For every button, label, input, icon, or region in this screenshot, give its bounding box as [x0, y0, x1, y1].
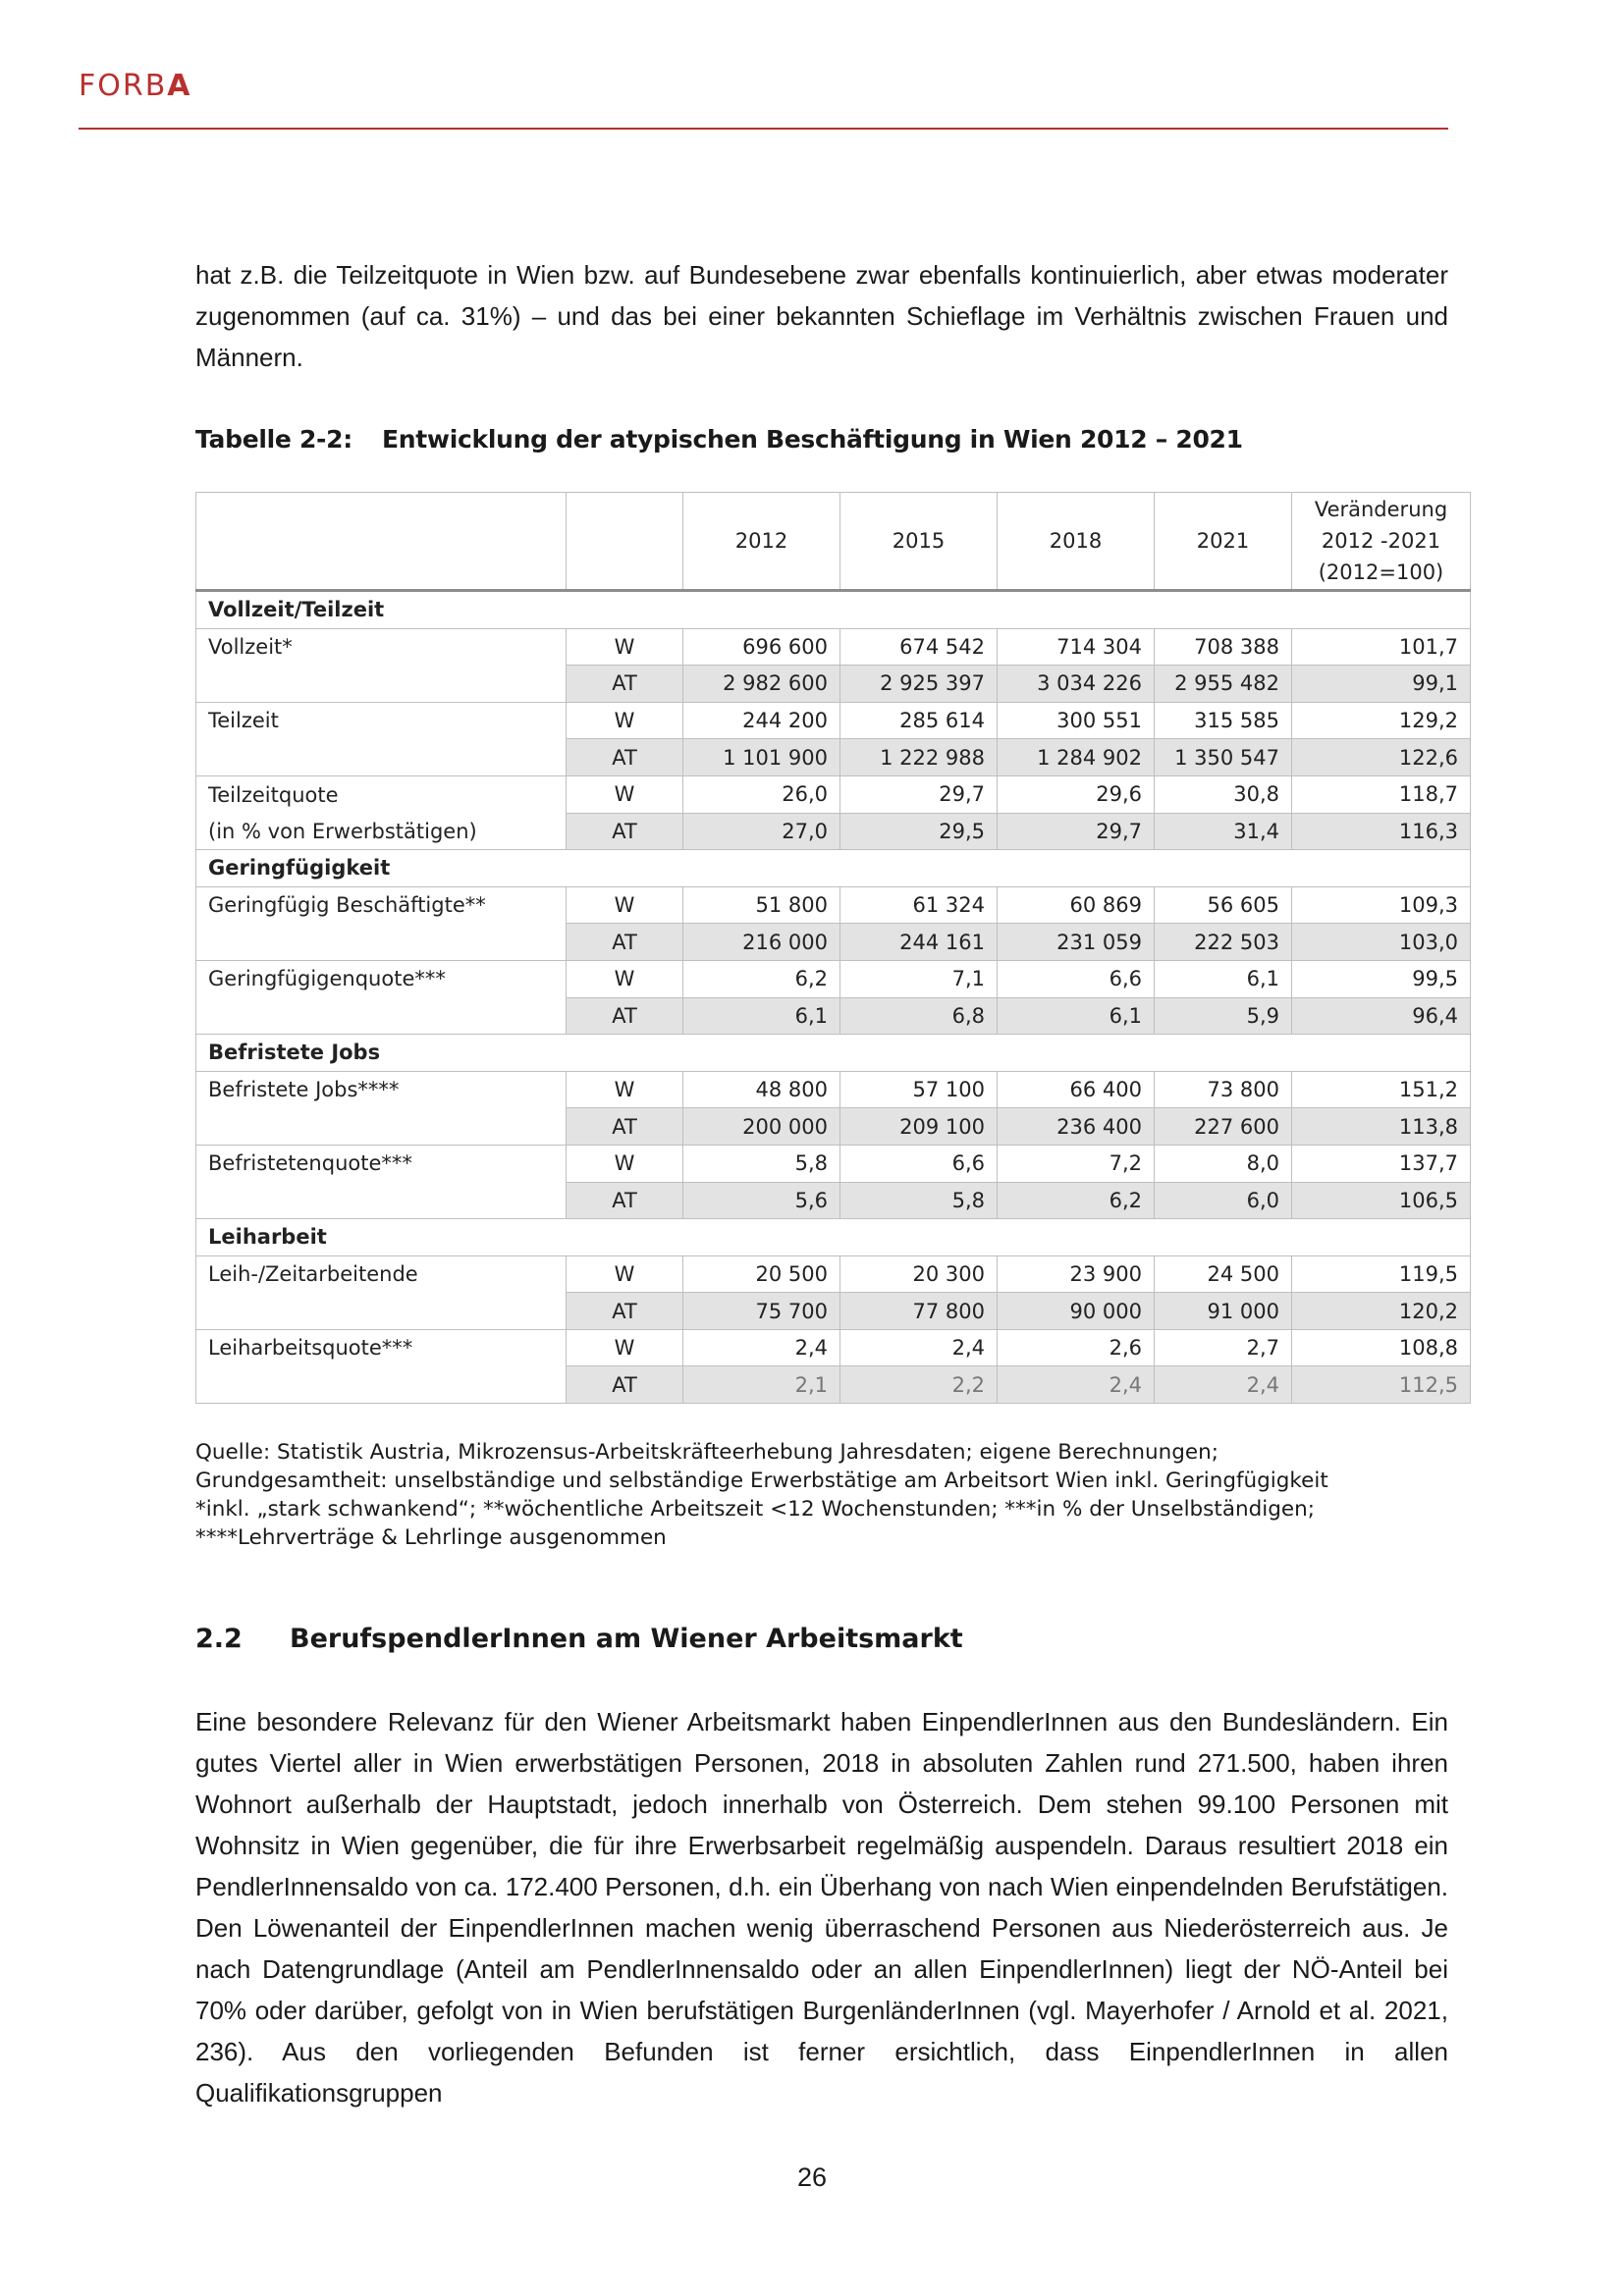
- value-cell: 2,1: [683, 1366, 840, 1404]
- unit-cell: AT: [567, 813, 683, 850]
- value-cell: 6,6: [998, 960, 1155, 997]
- value-cell: 2,4: [683, 1329, 840, 1366]
- value-cell: 285 614: [840, 702, 998, 739]
- table-row: [196, 1145, 1471, 1182]
- value-cell: 6,0: [1155, 1182, 1292, 1219]
- unit-cell: AT: [567, 1366, 683, 1404]
- header-change: [1292, 493, 1471, 591]
- table-row: [196, 666, 1471, 703]
- value-cell: 8,0: [1155, 1145, 1292, 1182]
- value-cell: 209 100: [840, 1108, 998, 1146]
- row-label: (in % von Erwerbstätigen): [196, 813, 567, 850]
- unit-cell: W: [567, 1329, 683, 1366]
- row-label: Vollzeit*: [196, 628, 567, 666]
- value-cell: 57 100: [840, 1071, 998, 1108]
- value-cell: 2,2: [840, 1366, 998, 1404]
- value-cell: 31,4: [1155, 813, 1292, 850]
- value-cell: 5,8: [840, 1182, 998, 1219]
- table-row: [196, 886, 1471, 924]
- section-title: Vollzeit/Teilzeit: [196, 591, 1471, 629]
- row-label: Geringfügig Beschäftigte**: [196, 886, 567, 924]
- source-note: Grundgesamtheit: unselbständige und selbständige Erwerbstätige am Arbeitsort Wien inkl. Geringfügigkeit: [195, 1468, 1328, 1493]
- value-cell: 5,6: [683, 1182, 840, 1219]
- unit-cell: W: [567, 1071, 683, 1108]
- table-row: [196, 1182, 1471, 1219]
- section-row: [196, 1035, 1471, 1072]
- header-unit-cell: [567, 493, 683, 591]
- header-change-line: Veränderung: [1314, 498, 1448, 521]
- unit-cell: W: [567, 1145, 683, 1182]
- row-label: Teilzeitquote: [196, 775, 567, 813]
- value-cell: 29,7: [998, 813, 1155, 850]
- section-row: [196, 1219, 1471, 1256]
- value-cell: 708 388: [1155, 628, 1292, 666]
- value-cell: 6,1: [1155, 960, 1292, 997]
- row-label: [196, 666, 567, 703]
- row-label: [196, 1366, 567, 1404]
- change-cell: 116,3: [1292, 813, 1471, 850]
- value-cell: 66 400: [998, 1071, 1155, 1108]
- row-label: Befristete Jobs****: [196, 1071, 567, 1108]
- atypical-employment-table: [195, 492, 1471, 1404]
- value-cell: 6,2: [683, 960, 840, 997]
- table-body: [196, 591, 1471, 1404]
- unit-cell: W: [567, 702, 683, 739]
- table-row: [196, 1108, 1471, 1146]
- section-title: Befristete Jobs: [196, 1035, 1471, 1072]
- value-cell: 244 161: [840, 924, 998, 961]
- value-cell: 244 200: [683, 702, 840, 739]
- header-year: 2015: [840, 493, 998, 591]
- table-row: [196, 1293, 1471, 1330]
- table-row: [196, 1071, 1471, 1108]
- value-cell: 227 600: [1155, 1108, 1292, 1146]
- value-cell: 6,8: [840, 997, 998, 1035]
- value-cell: 200 000: [683, 1108, 840, 1146]
- header-year: 2021: [1155, 493, 1292, 591]
- table-caption-title: Entwicklung der atypischen Beschäftigung in Wien 2012 – 2021: [382, 425, 1243, 454]
- unit-cell: W: [567, 1255, 683, 1293]
- value-cell: 20 300: [840, 1255, 998, 1293]
- value-cell: 1 284 902: [998, 739, 1155, 776]
- change-cell: 112,5: [1292, 1366, 1471, 1404]
- section-row: [196, 591, 1471, 629]
- value-cell: 51 800: [683, 886, 840, 924]
- change-cell: 96,4: [1292, 997, 1471, 1035]
- unit-cell: W: [567, 628, 683, 666]
- value-cell: 231 059: [998, 924, 1155, 961]
- row-label: [196, 997, 567, 1035]
- change-cell: 101,7: [1292, 628, 1471, 666]
- unit-cell: W: [567, 960, 683, 997]
- table-row: [196, 924, 1471, 961]
- row-label: [196, 1293, 567, 1330]
- value-cell: 300 551: [998, 702, 1155, 739]
- value-cell: 315 585: [1155, 702, 1292, 739]
- value-cell: 29,6: [998, 775, 1155, 813]
- section-title: Leiharbeit: [196, 1219, 1471, 1256]
- value-cell: 236 400: [998, 1108, 1155, 1146]
- value-cell: 696 600: [683, 628, 840, 666]
- section-number: 2.2: [195, 1624, 243, 1654]
- header-rule: [79, 128, 1448, 130]
- value-cell: 73 800: [1155, 1071, 1292, 1108]
- value-cell: 2,6: [998, 1329, 1155, 1366]
- value-cell: 29,7: [840, 775, 998, 813]
- unit-cell: W: [567, 775, 683, 813]
- value-cell: 61 324: [840, 886, 998, 924]
- value-cell: 20 500: [683, 1255, 840, 1293]
- unit-cell: AT: [567, 739, 683, 776]
- value-cell: 75 700: [683, 1293, 840, 1330]
- section-body-paragraph: Eine besondere Relevanz für den Wiener Arbeitsmarkt haben EinpendlerInnen aus den Bundesländern. Ein gutes Viertel aller in Wien erwerbstätigen Personen, 2018 in absoluten Zahlen rund 271.500, haben ihren Wohnort außerhalb der Hauptstadt, jedoch innerhalb von Österreich. Dem stehen 99.100 Personen mit Wohnsitz in Wien gegenüber, die für ihre Erwerbsarbeit regelmäßig auspendeln. Daraus resultiert 2018 ein PendlerInnensaldo von ca. 172.400 Personen, d.h. ein Überhang von nach Wien einpendelnden Berufstätigen. Den Löwenanteil der EinpendlerInnen machen wenig überraschend Personen aus Niederösterreich aus. Je nach Datengrundlage (Anteil am PendlerInnensaldo oder an allen EinpendlerInnen) liegt der NÖ-Anteil bei 70% oder darüber, gefolgt von in Wien berufstätigen BurgenländerInnen (vgl. Mayerhofer / Arnold et al. 2021, 236). Aus den vorliegenden Befunden ist ferner ersichtlich, dass EinpendlerInnen in allen Qualifikationsgruppen: [195, 1707, 1448, 2108]
- source-note: *inkl. „stark schwankend“; **wöchentliche Arbeitszeit <12 Wochenstunden; ***in % der Unselbständigen;: [195, 1497, 1315, 1522]
- unit-cell: AT: [567, 1293, 683, 1330]
- unit-cell: W: [567, 886, 683, 924]
- change-cell: 120,2: [1292, 1293, 1471, 1330]
- header-year: 2018: [998, 493, 1155, 591]
- change-cell: 118,7: [1292, 775, 1471, 813]
- table-row: [196, 997, 1471, 1035]
- value-cell: 3 034 226: [998, 666, 1155, 703]
- row-label: [196, 739, 567, 776]
- value-cell: 26,0: [683, 775, 840, 813]
- unit-cell: AT: [567, 1108, 683, 1146]
- table-row: [196, 813, 1471, 850]
- forba-logo: FORBA: [79, 69, 192, 103]
- table-row: [196, 628, 1471, 666]
- source-note: Quelle: Statistik Austria, Mikrozensus-Arbeitskräfteerhebung Jahresdaten; eigene Berechnungen;: [195, 1440, 1218, 1465]
- value-cell: 48 800: [683, 1071, 840, 1108]
- change-cell: 113,8: [1292, 1108, 1471, 1146]
- header-change-line: 2012 -2021: [1321, 529, 1441, 553]
- intro-paragraph: hat z.B. die Teilzeitquote in Wien bzw. auf Bundesebene zwar ebenfalls kontinuierlich, aber etwas moderater zugenommen (auf ca. 31%) – und das bei einer bekannten Schieflage im Verhältnis zwischen Frauen und Männern.: [195, 260, 1448, 372]
- row-label: Befristetenquote***: [196, 1145, 567, 1182]
- value-cell: 77 800: [840, 1293, 998, 1330]
- value-cell: 7,1: [840, 960, 998, 997]
- change-cell: 151,2: [1292, 1071, 1471, 1108]
- row-label: Geringfügigenquote***: [196, 960, 567, 997]
- row-label: Leih-/Zeitarbeitende: [196, 1255, 567, 1293]
- change-cell: 122,6: [1292, 739, 1471, 776]
- value-cell: 2,4: [998, 1366, 1155, 1404]
- section-heading: [195, 1624, 963, 1654]
- value-cell: 27,0: [683, 813, 840, 850]
- value-cell: 714 304: [998, 628, 1155, 666]
- header-year: 2012: [683, 493, 840, 591]
- value-cell: 56 605: [1155, 886, 1292, 924]
- change-cell: 129,2: [1292, 702, 1471, 739]
- value-cell: 6,1: [683, 997, 840, 1035]
- value-cell: 216 000: [683, 924, 840, 961]
- value-cell: 5,8: [683, 1145, 840, 1182]
- row-label: [196, 1108, 567, 1146]
- value-cell: 90 000: [998, 1293, 1155, 1330]
- header-label-cell: [196, 493, 567, 591]
- table-row: [196, 702, 1471, 739]
- value-cell: 7,2: [998, 1145, 1155, 1182]
- unit-cell: AT: [567, 997, 683, 1035]
- change-cell: 119,5: [1292, 1255, 1471, 1293]
- value-cell: 1 101 900: [683, 739, 840, 776]
- change-cell: 137,7: [1292, 1145, 1471, 1182]
- change-cell: 99,5: [1292, 960, 1471, 997]
- value-cell: 29,5: [840, 813, 998, 850]
- section-title: Geringfügigkeit: [196, 850, 1471, 887]
- row-label: Teilzeit: [196, 702, 567, 739]
- value-cell: 6,1: [998, 997, 1155, 1035]
- value-cell: 24 500: [1155, 1255, 1292, 1293]
- source-note: ****Lehrverträge & Lehrlinge ausgenommen: [195, 1525, 667, 1550]
- value-cell: 6,6: [840, 1145, 998, 1182]
- change-cell: 99,1: [1292, 666, 1471, 703]
- change-cell: 108,8: [1292, 1329, 1471, 1366]
- table-header-row: [196, 493, 1471, 591]
- value-cell: 2,4: [840, 1329, 998, 1366]
- value-cell: 5,9: [1155, 997, 1292, 1035]
- value-cell: 2,4: [1155, 1366, 1292, 1404]
- table-row: [196, 960, 1471, 997]
- table-caption-number: Tabelle 2-2:: [195, 425, 352, 454]
- change-cell: 106,5: [1292, 1182, 1471, 1219]
- unit-cell: AT: [567, 924, 683, 961]
- unit-cell: AT: [567, 1182, 683, 1219]
- page-number: 26: [796, 2163, 828, 2192]
- section-row: [196, 850, 1471, 887]
- change-cell: 109,3: [1292, 886, 1471, 924]
- value-cell: 1 222 988: [840, 739, 998, 776]
- value-cell: 23 900: [998, 1255, 1155, 1293]
- value-cell: 2,7: [1155, 1329, 1292, 1366]
- table-row: [196, 1255, 1471, 1293]
- header-change-line: (2012=100): [1318, 561, 1444, 584]
- value-cell: 674 542: [840, 628, 998, 666]
- unit-cell: AT: [567, 666, 683, 703]
- section-title: BerufspendlerInnen am Wiener Arbeitsmarkt: [290, 1624, 963, 1654]
- row-label: [196, 924, 567, 961]
- table-row: [196, 739, 1471, 776]
- value-cell: 60 869: [998, 886, 1155, 924]
- row-label: [196, 1182, 567, 1219]
- table-row: [196, 775, 1471, 813]
- value-cell: 2 955 482: [1155, 666, 1292, 703]
- value-cell: 1 350 547: [1155, 739, 1292, 776]
- change-cell: 103,0: [1292, 924, 1471, 961]
- table-source-notes: [195, 1438, 1448, 1552]
- row-label: Leiharbeitsquote***: [196, 1329, 567, 1366]
- value-cell: 222 503: [1155, 924, 1292, 961]
- table-row: [196, 1366, 1471, 1404]
- table-caption: [195, 425, 1448, 454]
- table-row: [196, 1329, 1471, 1366]
- value-cell: 2 925 397: [840, 666, 998, 703]
- value-cell: 6,2: [998, 1182, 1155, 1219]
- value-cell: 2 982 600: [683, 666, 840, 703]
- value-cell: 30,8: [1155, 775, 1292, 813]
- value-cell: 91 000: [1155, 1293, 1292, 1330]
